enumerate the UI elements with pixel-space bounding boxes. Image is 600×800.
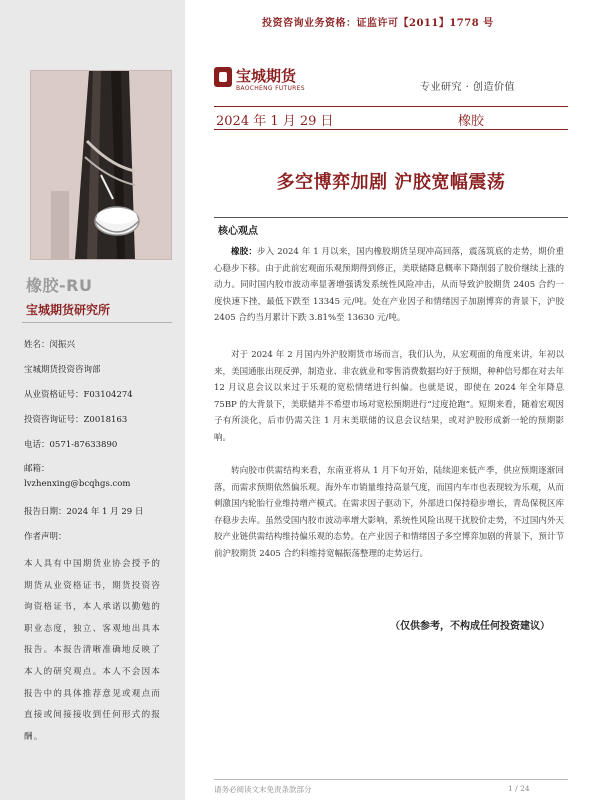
core-view-heading: 核心观点 (218, 226, 258, 237)
section-divider (214, 217, 568, 218)
product-code: 橡胶-RU (26, 276, 93, 295)
paragraph-3: 转向胶市供需结构来看，东南亚将从 1 月下旬开始，陆续迎来低产季，供应预期逐渐回落，而需求预期依然偏乐观。海外车市销量维持高景气度，而国内车市也表现较为乐观，从而刺激国内轮胎行业维持增产模式。在需求因子驱动下，外部进口保持稳步增长，青岛保税区库存稳步去库。虽然受国内胶市波动率增大影响，系统性风险出现干扰胶价走势，不过国内外天胶产业链供需结构维持偏乐观的态势。在产业因子和情绪因子多空博弈加剧的背景下，预计节前沪胶期货 2405 合约料维持宽幅振荡整理的走势运行。 (214, 466, 564, 559)
company-logo (214, 65, 324, 97)
qualification-number: 从业资格证号：F03104274 (24, 390, 133, 400)
report-date-header: 2024 年 1 月 29 日 (216, 114, 334, 129)
report-headline: 多空博弈加剧 沪胶宽幅震荡 (276, 172, 506, 193)
advisory-number: 投资咨询证号：Z0018163 (24, 415, 128, 425)
report-date: 报告日期：2024 年 1 月 29 日 (24, 507, 144, 517)
date-bar (214, 106, 568, 130)
logo-text-en: BAOCHENG FUTURES (236, 85, 305, 92)
rubber-tapping-photo (30, 70, 172, 260)
logo-icon (214, 67, 232, 87)
rubber-tree-image (31, 71, 171, 259)
sidebar (0, 0, 185, 800)
research-institute: 宝城期货研究所 (26, 303, 111, 317)
footer-disclaimer-link[interactable]: 请务必阅读文末免责条款部分 (214, 785, 312, 794)
paragraph-1-body: 步入 2024 年 1 月以来，国内橡胶期货呈现冲高回落，震荡筑底的走势，期价重心稳步下移。由于此前宏观面乐观预期得到修正，美联储降息概率下降削弱了胶价继续上涨的动力。同时国内胶市波动率显著增强诱发系统性风险冲击，从而导致沪胶期货 2405 合约一度快速下挫，最低下跌至 13345 元/吨。处在产业因子和情绪因子加剧博弈的背景下，沪胶 2405 合约当月累计下跌 3.81%至 13630 元/吨。 (214, 247, 564, 323)
author-name: 姓名：闵振兴 (24, 340, 76, 350)
email-link[interactable]: lvzhenxing@bcqhgs.com (24, 479, 131, 489)
author-disclaimer: 本人具有中国期货业协会授予的期货从业资格证书，期货投资咨询资格证书，本人承诺以勤勉的职业态度，独立、客观地出具本报告。本报告清晰准确地反映了本人的研究观点。本人不会因本报告中的具体推荐意见或观点而直接或间接接收到任何形式的报酬。 (24, 559, 162, 742)
email-label: 邮箱： (24, 464, 50, 474)
logo-text-cn: 宝城期货 (236, 67, 297, 85)
reference-note: （仅供参考，不构成任何投资建议） (390, 621, 550, 632)
sidebar-divider (22, 322, 172, 323)
phone: 电话：0571-87633890 (24, 440, 118, 450)
department: 宝城期货投资咨询部 (24, 365, 101, 375)
paragraph-1 (214, 244, 564, 327)
footer-divider (214, 779, 568, 780)
page-number: 1 / 24 (508, 784, 530, 793)
paragraph-1-lead: 橡胶： (231, 247, 257, 257)
slogan: 专业研究 · 创造价值 (420, 82, 516, 93)
license-info: 投资咨询业务资格：证监许可【2011】1778 号 (262, 18, 494, 29)
author-statement-label: 作者声明： (24, 532, 67, 542)
category-label: 橡胶 (458, 114, 485, 129)
paragraph-2: 对于 2024 年 2 月国内外沪胶期货市场而言，我们认为，从宏观面的角度来讲，年初以来，美国通胀出现反弹，制造业、非农就业和零售消费数据均好于预期，种种信号都在对去年 12 月议息会议以来过于乐观的宽松情绪进行纠偏。也就是说，即使在 2024 年全年降息 75BP 的大背景下，美联储并不希望市场对宽松预期进行“过度抢跑”。短期来看，随着宏观因子有所淡化，后市仍需关注 1 月末美联储的议息会议结果，或对沪胶形成新一轮的预期影响。 (214, 350, 564, 443)
